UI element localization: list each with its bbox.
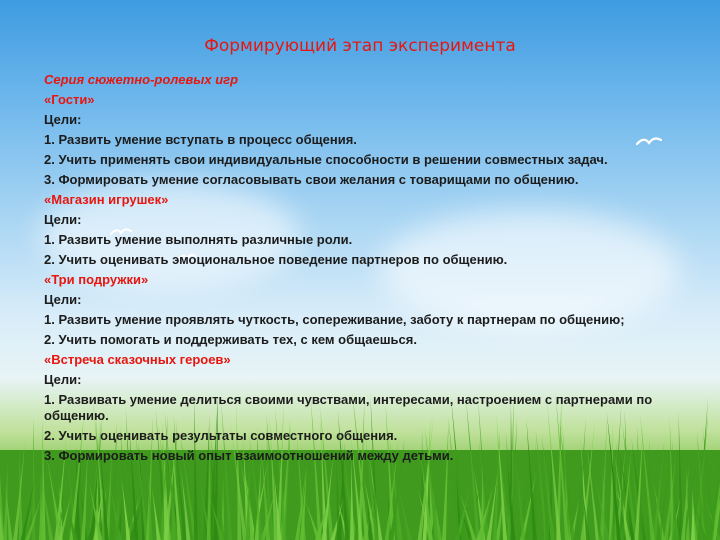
goals-label: Цели: — [44, 112, 82, 127]
goals-label: Цели: — [44, 212, 82, 227]
goal-item: 2. Учить оценивать результаты совместного общения. — [44, 428, 398, 443]
goal-item: 1. Развить умение проявлять чуткость, сопереживание, заботу к партнерам по общению; — [44, 312, 625, 327]
content-body — [44, 70, 694, 466]
goal-item: 2. Учить помогать и поддерживать тех, с кем общаешься. — [44, 332, 417, 347]
goal-item: 2. Учить оценивать эмоциональное поведение партнеров по общению. — [44, 252, 508, 267]
game-name: «Гости» — [44, 92, 95, 107]
game-name: «Три подружки» — [44, 272, 149, 287]
goal-item: 3. Формировать умение согласовывать свои желания с товарищами по общению. — [44, 172, 579, 187]
goal-item: 1. Развить умение выполнять различные роли. — [44, 232, 353, 247]
series-label: Серия сюжетно-ролевых игр — [44, 72, 239, 87]
goals-label: Цели: — [44, 372, 82, 387]
goal-item: 1. Развивать умение делиться своими чувствами, интересами, настроением с партнерами по общению. — [44, 392, 653, 423]
goal-item: 2. Учить применять свои индивидуальные способности в решении совместных задач. — [44, 152, 608, 167]
game-name: «Магазин игрушек» — [44, 192, 169, 207]
page-title: Формирующий этап эксперимента — [204, 36, 516, 56]
goal-item: 1. Развить умение вступать в процесс общения. — [44, 132, 357, 147]
game-name: «Встреча сказочных героев» — [44, 352, 231, 367]
goal-item: 3. Формировать новый опыт взаимоотношений между детьми. — [44, 448, 454, 463]
goals-label: Цели: — [44, 292, 82, 307]
